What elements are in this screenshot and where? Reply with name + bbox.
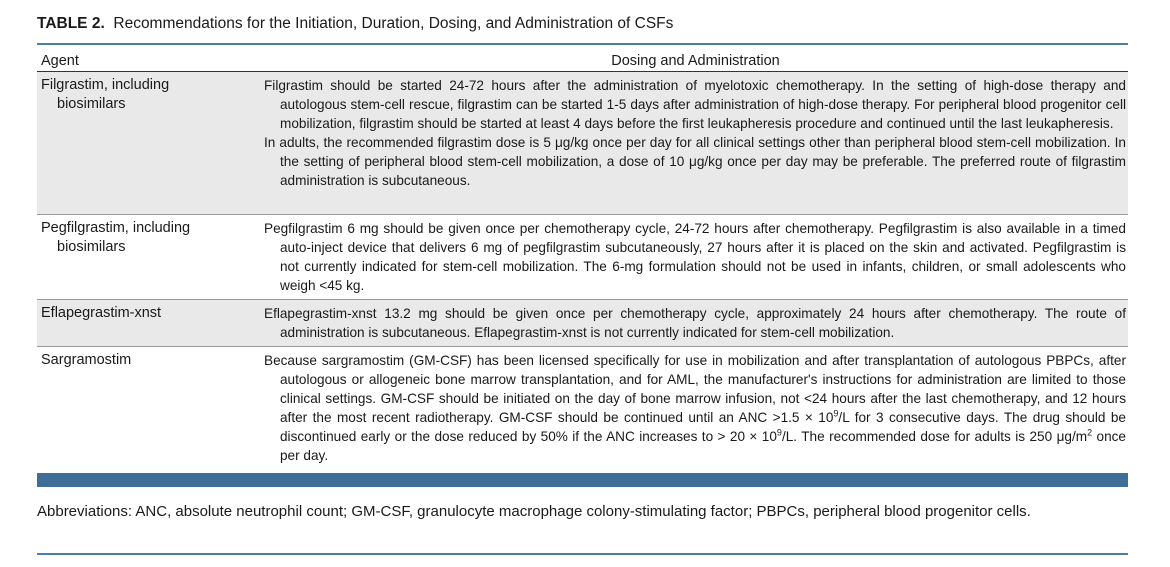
- table-bottom-bar: [37, 473, 1128, 487]
- dosing-cell: [264, 76, 1126, 190]
- superscript: 9: [776, 427, 782, 438]
- agent-name-cont: biosimilars: [57, 96, 126, 112]
- dosing-cell: [264, 304, 1126, 342]
- header-dosing: Dosing and Administration: [611, 53, 780, 69]
- agent-name-cont: biosimilars: [57, 239, 126, 255]
- table-row-sargramostim: [37, 347, 1128, 473]
- superscript: 2: [1087, 427, 1093, 438]
- dosing-cell: [264, 219, 1126, 295]
- top-rule: [37, 43, 1128, 45]
- dosing-paragraph: Eflapegrastim-xnst 13.2 mg should be given once per chemotherapy cycle, approximately 24 hours after chemotherapy. The route of administration is subcutaneous. Eflapegrastim-xnst is not currently indicated for stem-cell mobilization.: [264, 306, 1126, 340]
- superscript: 9: [833, 408, 839, 419]
- table-row-filgrastim: [37, 72, 1128, 214]
- dosing-text: /L for 3 consecutive days. The drug should be discontinued early or the dose reduced by 50% if the ANC increases to > 20 × 10: [280, 410, 1126, 444]
- dosing-text: /L. The recommended dose for adults is 250 μg/m: [781, 429, 1088, 444]
- agent-cell: [41, 219, 256, 257]
- table-title: [37, 13, 1137, 35]
- table-row-pegfilgrastim: [37, 215, 1128, 299]
- agent-cell: [41, 351, 256, 370]
- table-row-eflapegrastim: [37, 300, 1128, 346]
- dosing-text: once per day.: [280, 429, 1126, 463]
- agent-name: Filgrastim, including: [41, 77, 170, 93]
- dosing-paragraph: [264, 351, 1126, 465]
- dosing-cell: [264, 351, 1126, 465]
- agent-cell: [41, 76, 256, 114]
- dosing-paragraph: In adults, the recommended filgrastim dose is 5 μg/kg once per day for all clinical settings other than peripheral blood stem-cell mobilization. In the setting of peripheral blood stem-cell mobilization, a dose of 10 μg/kg once per day may be preferable. The preferred route of filgrastim administration is subcutaneous.: [264, 135, 1126, 188]
- bottom-rule: [37, 553, 1128, 555]
- dosing-paragraph: Filgrastim should be started 24-72 hours after the administration of myelotoxic chemotherapy. In the setting of high-dose therapy and autologous stem-cell rescue, filgrastim can be started 1-5 days after administration of high-dose therapy. For peripheral blood progenitor cell mobilization, filgrastim should be started at least 4 days before the first leukapheresis procedure and continued until the last leukapheresis.: [264, 78, 1126, 131]
- agent-cell: [41, 304, 256, 323]
- dosing-paragraph: Pegfilgrastim 6 mg should be given once per chemotherapy cycle, 24-72 hours after chemotherapy. Pegfilgrastim is also available in a timed auto-inject device that delivers 6 mg of pegfilgrastim subcutaneously, 27 hours after it is placed on the skin and activated. Pegfilgrastim is not currently indicated for stem-cell mobilization. The 6-mg formulation should not be used in infants, children, or small adolescents who weigh <45 kg.: [264, 221, 1126, 293]
- agent-name: Pegfilgrastim, including: [41, 220, 191, 236]
- dosing-text: Because sargramostim (GM-CSF) has been licensed specifically for use in mobilization and after transplantation of autologous PBPCs, after autologous or allogeneic bone marrow transplantation, and for AML, the manufacturer's instructions for administration are limited to those clinical settings. GM-CSF should be initiated on the day of bone marrow infusion, not <24 hours after the last chemotherapy, and 12 hours after the most recent radiotherapy. GM-CSF should be continued until an ANC >1.5 × 10: [264, 353, 1126, 425]
- agent-name: Sargramostim: [41, 352, 132, 368]
- table-caption: Recommendations for the Initiation, Duration, Dosing, and Administration of CSFs: [113, 15, 674, 32]
- table-number: TABLE 2.: [37, 15, 105, 32]
- agent-name: Eflapegrastim-xnst: [41, 305, 162, 321]
- header-agent: Agent: [41, 53, 79, 69]
- abbreviations-footnote: Abbreviations: ANC, absolute neutrophil count; GM-CSF, granulocyte macrophage colony-stimulating factor; PBPCs, peripheral blood progenitor cells.: [37, 503, 1031, 520]
